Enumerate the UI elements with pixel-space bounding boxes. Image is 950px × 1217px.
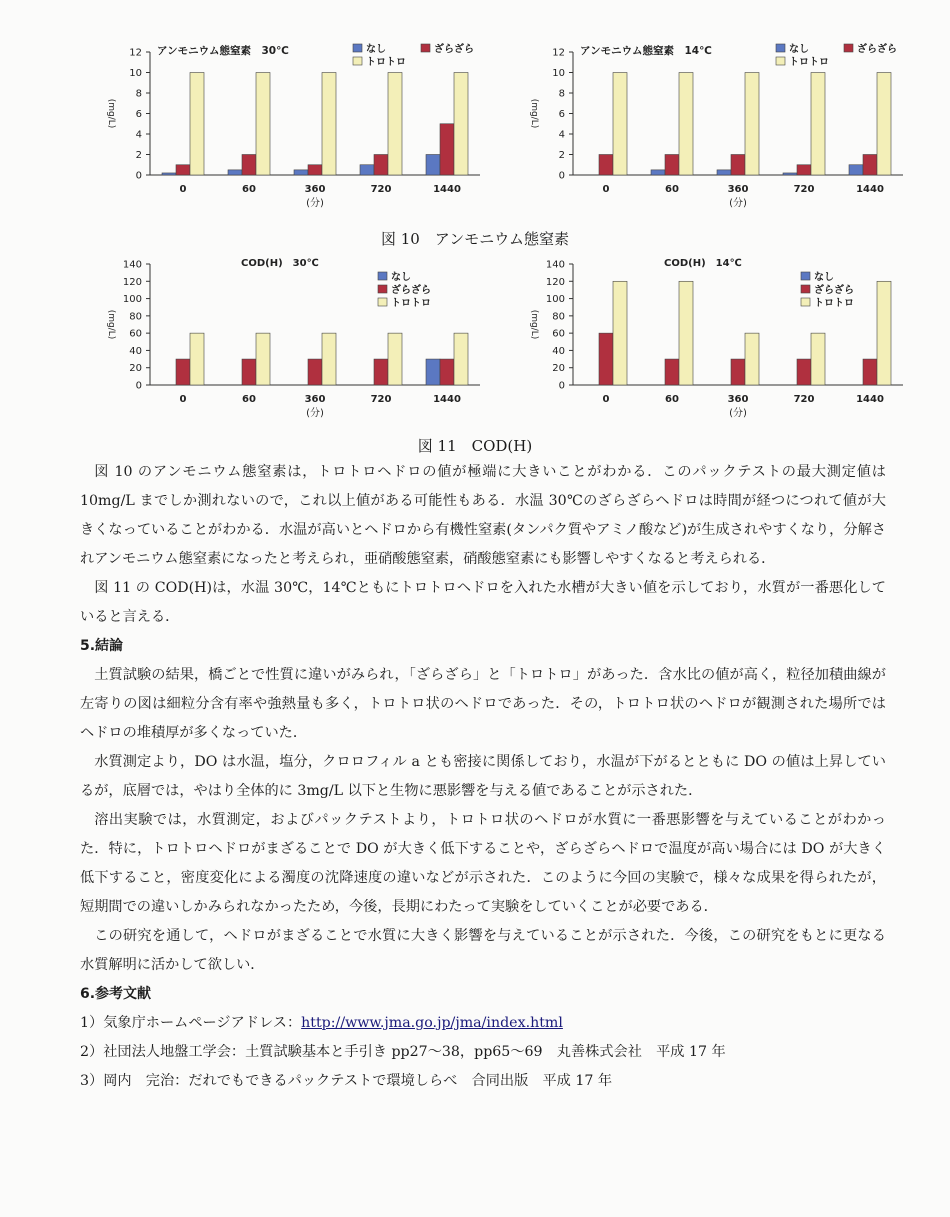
y-tick-label: 2 <box>135 150 142 161</box>
chart-cod-30c <box>95 252 485 427</box>
x-tick-label: 360 <box>727 394 749 405</box>
legend-swatch <box>378 298 387 306</box>
figure-11-caption: 図 11 COD(H) <box>417 437 533 455</box>
y-tick-label: 140 <box>545 259 565 271</box>
bar-torotoro <box>256 73 270 176</box>
bar-zarazara <box>797 165 811 175</box>
y-tick-label: 80 <box>552 311 565 323</box>
chart-title: アンモニウム態窒素 14℃ <box>580 45 712 57</box>
y-tick-label: 8 <box>135 88 142 100</box>
chart-svg <box>518 252 908 427</box>
bar-torotoro <box>322 333 336 385</box>
y-tick-label: 6 <box>135 109 142 120</box>
figure-10-caption: 図 10 アンモニウム態窒素 <box>380 230 570 248</box>
legend-label: トロトロ <box>814 298 854 309</box>
bar-torotoro <box>388 73 402 176</box>
chart-ammonium-30c <box>95 40 485 215</box>
legend-swatch <box>776 44 785 52</box>
bar-zarazara <box>374 155 388 176</box>
body-text <box>80 458 886 1096</box>
x-tick-label: 0 <box>602 394 610 405</box>
y-tick-label: 60 <box>552 328 565 340</box>
y-axis-label: (mg/L) <box>106 309 116 340</box>
x-tick-label: 1440 <box>856 184 884 195</box>
bar-zarazara <box>731 359 745 385</box>
bar-zarazara <box>176 359 190 385</box>
x-axis-label: (分) <box>306 198 324 209</box>
legend-swatch <box>353 57 362 65</box>
x-tick-label: 60 <box>665 394 679 405</box>
legend-label: トロトロ <box>391 298 431 309</box>
x-tick-label: 720 <box>370 394 392 405</box>
y-axis-label: (mg/L) <box>529 309 539 340</box>
x-axis-label: (分) <box>729 408 747 419</box>
bar-nashi <box>783 173 797 175</box>
y-tick-label: 0 <box>558 380 565 392</box>
legend-swatch <box>801 272 810 280</box>
y-tick-label: 8 <box>558 88 565 100</box>
y-tick-label: 40 <box>552 345 565 357</box>
paragraph-closing: この研究を通して，ヘドロがまざることで水質に大きく影響を与えていることが示された．今後，この研究をもとに更なる水質解明に活かして欲しい． <box>80 928 886 973</box>
x-tick-label: 1440 <box>856 394 884 405</box>
legend-swatch <box>421 44 430 52</box>
x-tick-label: 720 <box>370 184 392 195</box>
section-heading-references: 6.参考文献 <box>80 986 152 1002</box>
y-tick-label: 60 <box>129 328 142 340</box>
bar-torotoro <box>613 281 627 385</box>
x-tick-label: 60 <box>242 184 256 195</box>
bar-torotoro <box>190 333 204 385</box>
x-tick-label: 1440 <box>433 394 461 405</box>
x-tick-label: 720 <box>793 394 815 405</box>
chart-svg <box>95 252 485 427</box>
bar-nashi <box>162 173 176 175</box>
chart-svg <box>518 40 908 215</box>
legend-label: ざらざら <box>434 44 474 55</box>
y-tick-label: 10 <box>552 68 565 79</box>
y-axis-label: (mg/L) <box>106 98 116 129</box>
bar-torotoro <box>877 281 891 385</box>
bar-zarazara <box>797 359 811 385</box>
y-tick-label: 100 <box>545 294 565 306</box>
y-tick-label: 120 <box>122 276 142 288</box>
x-tick-label: 720 <box>793 184 815 195</box>
x-tick-label: 1440 <box>433 184 461 195</box>
bar-zarazara <box>242 155 256 176</box>
legend-swatch <box>776 57 785 65</box>
legend-label: なし <box>366 44 386 55</box>
bar-nashi <box>228 170 242 175</box>
y-tick-label: 12 <box>129 47 142 59</box>
section-heading-conclusion: 5.結論 <box>80 638 124 654</box>
x-axis-label: (分) <box>729 198 747 209</box>
bar-nashi <box>426 155 440 176</box>
legend-swatch <box>378 285 387 293</box>
bar-torotoro <box>256 333 270 385</box>
y-tick-label: 12 <box>552 47 565 59</box>
x-tick-label: 360 <box>304 394 326 405</box>
y-tick-label: 140 <box>122 259 142 271</box>
bar-torotoro <box>811 333 825 385</box>
bar-torotoro <box>877 73 891 176</box>
y-tick-label: 4 <box>135 129 142 141</box>
reference-item <box>80 1009 886 1038</box>
bar-torotoro <box>322 73 336 176</box>
y-tick-label: 20 <box>552 363 565 375</box>
x-tick-label: 0 <box>179 394 187 405</box>
bar-zarazara <box>731 155 745 176</box>
chart-cod-14c <box>518 252 908 427</box>
bar-zarazara <box>863 155 877 176</box>
bar-zarazara <box>440 124 454 175</box>
legend-label: ざらざら <box>391 285 431 296</box>
bar-nashi <box>849 165 863 175</box>
legend-swatch <box>801 285 810 293</box>
x-axis-label: (分) <box>306 408 324 419</box>
bar-zarazara <box>308 165 322 175</box>
bar-torotoro <box>679 73 693 176</box>
paragraph-soil-test: 土質試験の結果，橋ごとで性質に違いがみられ，「ざらざら」と「トロトロ」があった．含水比の値が高く，粒径加積曲線が左寄りの図は細粒分含有率や強熱量も多く，トロトロ状のヘドロであった．その，トロトロ状のヘドロが観測された場所ではヘドロの堆積厚が多くなっていた． <box>80 667 886 741</box>
bar-nashi <box>360 165 374 175</box>
bar-nashi <box>717 170 731 175</box>
legend-swatch <box>378 272 387 280</box>
reference-label: 1）気象庁ホームページアドレス： <box>80 1015 302 1031</box>
bar-torotoro <box>679 281 693 385</box>
y-tick-label: 0 <box>135 170 142 182</box>
y-tick-label: 0 <box>558 170 565 182</box>
x-tick-label: 360 <box>304 184 326 195</box>
bar-torotoro <box>745 333 759 385</box>
chart-svg <box>95 40 485 215</box>
x-tick-label: 60 <box>242 394 256 405</box>
paragraph-elution: 溶出実験では，水質測定，およびパックテストより，トロトロ状のヘドロが水質に一番悪影響を与えていることがわかった．特に，トロトロヘドロがまざることで DO が大きく低下することや，ざらざらヘドロで温度が高い場合には DO が大きく低下すること，密度変化による濁度の沈降速度の違いなどが示された．このように今回の実験で，様々な成果を得られたが，短期間での違いしかみられなかったため，今後，長期にわたって実験をしていくことが必要である． <box>80 812 886 915</box>
bar-torotoro <box>613 73 627 176</box>
legend-label: なし <box>789 44 809 55</box>
legend-swatch <box>353 44 362 52</box>
paragraph-water-quality: 水質測定より，DO は水温，塩分，クロロフィル a とも密接に関係しており，水温が下がるとともに DO の値は上昇しているが，底層では，やはり全体的に 3mg/L 以下と生物に悪影響を与える値であることが示された． <box>80 754 886 799</box>
y-tick-label: 4 <box>558 129 565 141</box>
y-tick-label: 10 <box>129 68 142 79</box>
legend-label: なし <box>391 272 411 283</box>
y-tick-label: 20 <box>129 363 142 375</box>
y-tick-label: 2 <box>558 150 565 161</box>
bar-zarazara <box>308 359 322 385</box>
legend-label: なし <box>814 272 834 283</box>
bar-zarazara <box>176 165 190 175</box>
reference-list <box>80 1009 886 1096</box>
x-tick-label: 0 <box>179 184 187 195</box>
bar-nashi <box>426 359 440 385</box>
bar-torotoro <box>388 333 402 385</box>
x-tick-label: 60 <box>665 184 679 195</box>
y-tick-label: 120 <box>545 276 565 288</box>
y-tick-label: 0 <box>135 380 142 392</box>
paragraph-fig11-discussion: 図 11 の COD(H)は，水温 30℃，14℃ともにトロトロヘドロを入れた水槽が大きい値を示しており，水質が一番悪化していると言える． <box>80 580 886 625</box>
chart-title: アンモニウム態窒素 30℃ <box>157 45 289 57</box>
y-tick-label: 40 <box>129 345 142 357</box>
bar-zarazara <box>863 359 877 385</box>
bar-torotoro <box>811 73 825 176</box>
bar-zarazara <box>440 359 454 385</box>
legend-swatch <box>844 44 853 52</box>
reference-link[interactable]: http://www.jma.go.jp/jma/index.html <box>301 1015 563 1031</box>
bar-zarazara <box>374 359 388 385</box>
bar-zarazara <box>599 155 613 176</box>
legend-label: トロトロ <box>366 57 406 68</box>
bar-zarazara <box>665 359 679 385</box>
bar-torotoro <box>454 73 468 176</box>
bar-nashi <box>294 170 308 175</box>
chart-ammonium-14c <box>518 40 908 215</box>
reference-item: 3）岡内 完治：だれでもできるパックテストで環境しらべ 合同出版 平成 17 年 <box>80 1073 613 1089</box>
legend-label: トロトロ <box>789 57 829 68</box>
y-axis-label: (mg/L) <box>529 98 539 129</box>
y-tick-label: 80 <box>129 311 142 323</box>
reference-item: 2）社団法人地盤工学会：土質試験基本と手引き pp27～38，pp65～69 丸善株式会社 平成 17 年 <box>80 1044 726 1060</box>
legend-label: ざらざら <box>814 285 854 296</box>
bar-nashi <box>651 170 665 175</box>
chart-title: COD(H) 30℃ <box>241 258 319 269</box>
x-tick-label: 0 <box>602 184 610 195</box>
legend-label: ざらざら <box>857 44 897 55</box>
bar-torotoro <box>190 73 204 176</box>
paragraph-fig10-discussion: 図 10 のアンモニウム態窒素は，トロトロヘドロの値が極端に大きいことがわかる．このパックテストの最大測定値は 10mg/L までしか測れないので，これ以上値がある可能性もある．水温 30℃のざらざらヘドロは時間が経つにつれて値が大きくなっていることがわかる．水温が高いとヘドロから有機性窒素(タンパク質やアミノ酸など)が生成されやすくなり，分解されアンモニウム態窒素になったと考えられ，亜硝酸態窒素，硝酸態窒素にも影響しやすくなると考えられる． <box>80 464 886 567</box>
bar-torotoro <box>454 333 468 385</box>
y-tick-label: 100 <box>122 294 142 306</box>
x-tick-label: 360 <box>727 184 749 195</box>
legend-swatch <box>801 298 810 306</box>
y-tick-label: 6 <box>558 109 565 120</box>
bar-torotoro <box>745 73 759 176</box>
bar-zarazara <box>599 333 613 385</box>
chart-title: COD(H) 14℃ <box>664 258 742 269</box>
bar-zarazara <box>242 359 256 385</box>
bar-zarazara <box>665 155 679 176</box>
